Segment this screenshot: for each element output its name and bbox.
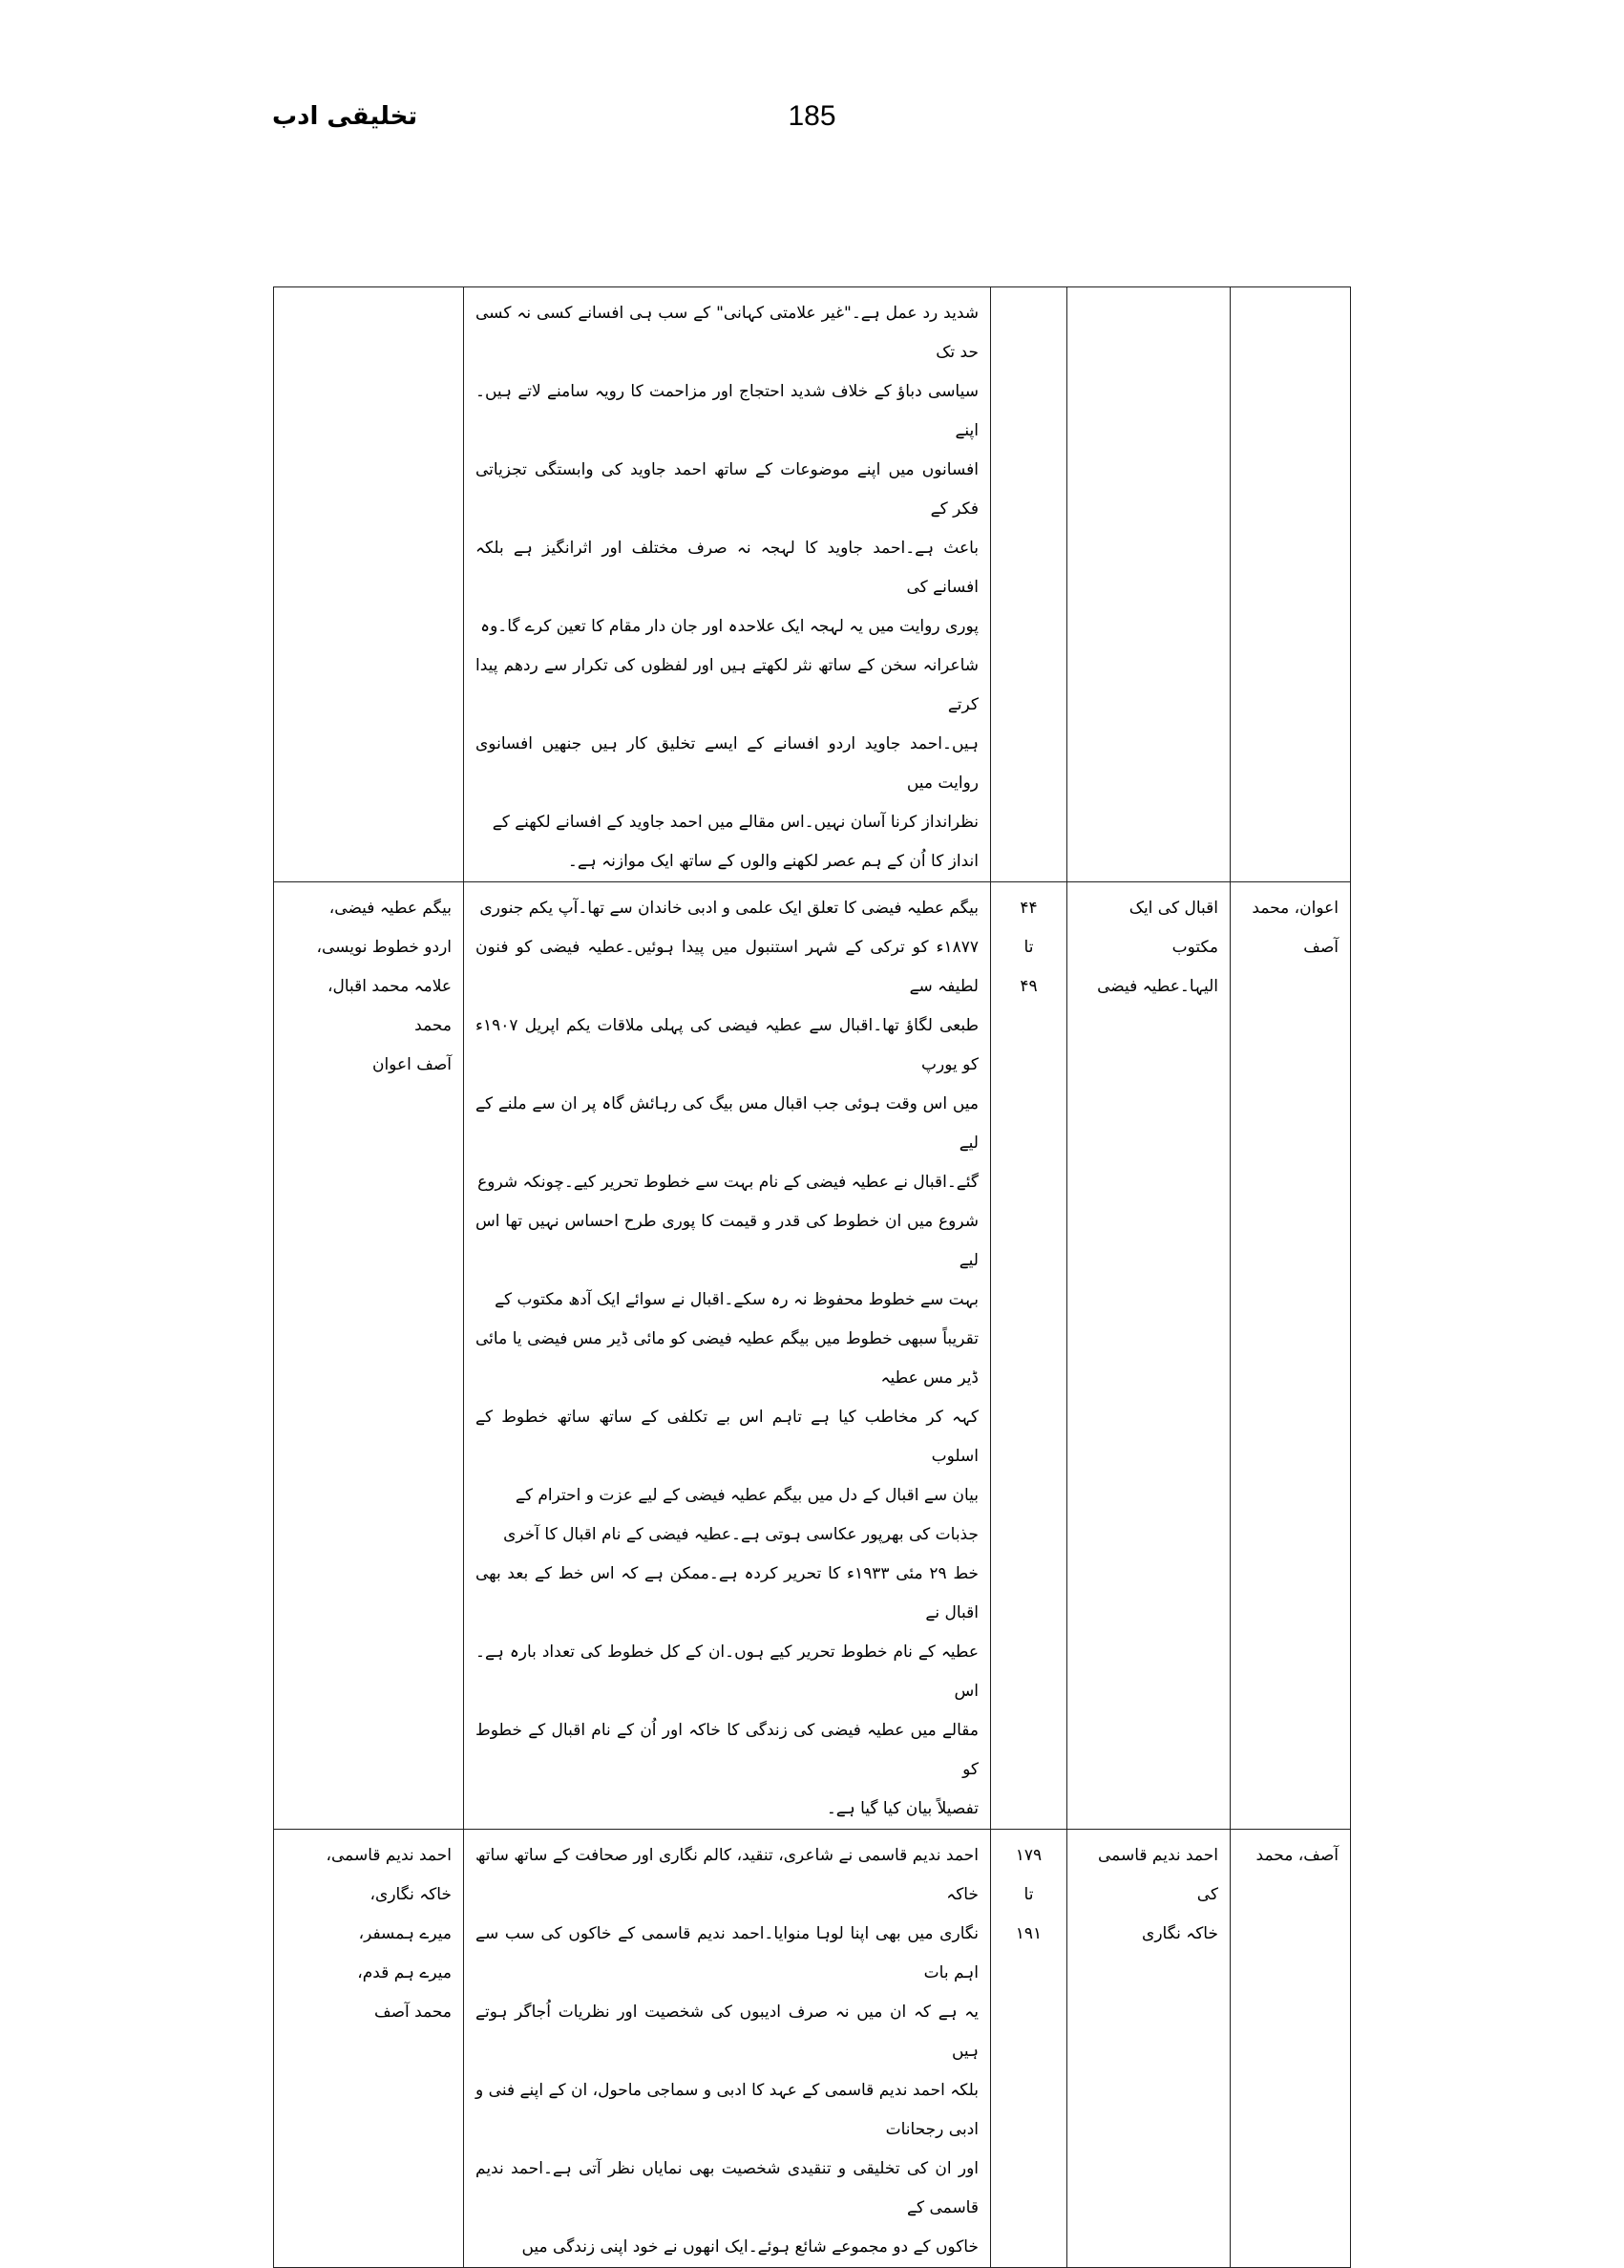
abstract-line: جذبات کی بھرپور عکاسی ہوتی ہے۔عطیہ فیضی کے نام اقبال کا آخری	[503, 1525, 979, 1544]
abstract-line: مقالے میں عطیہ فیضی کی زندگی کا خاکہ اور اُن کے نام اقبال کے خطوط کو	[475, 1721, 979, 1779]
abstract-line: تفصیلاً بیان کیا گیا ہے۔	[826, 1799, 979, 1818]
keyword-line: بیگم عطیہ فیضی،	[328, 899, 452, 918]
pages-line: ۴۹	[1020, 977, 1038, 996]
table-row	[274, 1830, 1351, 2268]
pages-cell	[991, 1830, 1067, 2268]
pages-line: ۱۷۹	[1015, 1846, 1043, 1865]
title-line: خاکہ نگاری	[1142, 1924, 1218, 1943]
title-line: اقبال کی ایک مکتوب	[1128, 899, 1218, 957]
title-line: الیہا۔عطیہ فیضی	[1097, 977, 1218, 996]
keywords-cell	[274, 1830, 464, 2268]
pages-line: تا	[1023, 938, 1034, 957]
pages-line: ۱۹۱	[1015, 1924, 1043, 1943]
pages-cell	[991, 882, 1067, 1830]
abstract-line: پوری روایت میں یہ لہجہ ایک علاحدہ اور جان دار مقام کا تعین کرے گا۔وہ	[480, 617, 979, 636]
abstract-line: بہت سے خطوط محفوظ نہ رہ سکے۔اقبال نے سوائے ایک آدھ مکتوب کے	[495, 1290, 979, 1309]
title-line: احمد ندیم قاسمی کی	[1097, 1846, 1218, 1904]
abstract-line: تقریباً سبھی خطوط میں بیگم عطیہ فیضی کو مائی ڈیر مس فیضی یا مائی ڈیر مس عطیہ	[475, 1329, 979, 1388]
abstract-line: یہ ہے کہ ان میں نہ صرف ادیبوں کی شخصیت اور نظریات اُجاگر ہوتے ہیں	[475, 2003, 979, 2061]
journal-title: تخلیقی ادب	[272, 102, 418, 131]
keyword-line: میرے ہم قدم،	[357, 1963, 452, 1982]
keyword-line: اردو خطوط نویسی،	[316, 938, 452, 957]
abstract-line: خط ۲۹ مئی ۱۹۳۳ء کا تحریر کردہ ہے۔ممکن ہے کہ اس خط کے بعد بھی اقبال نے	[475, 1564, 979, 1622]
abstract-cell	[464, 882, 991, 1830]
keyword-line: خاکہ نگاری،	[369, 1885, 452, 1904]
abstract-cell	[464, 287, 991, 882]
abstract-line: شاعرانہ سخن کے ساتھ نثر لکھتے ہیں اور لفظوں کی تکرار سے ردھم پیدا کرتے	[475, 656, 979, 714]
keyword-line: آصف اعوان	[371, 1055, 452, 1074]
abstract-line: شروع میں ان خطوط کی قدر و قیمت کا پوری طرح احساس نہیں تھا اس لیے	[475, 1212, 979, 1270]
table-row	[274, 882, 1351, 1830]
table-row	[274, 287, 1351, 882]
keyword-line: علامہ محمد اقبال، محمد	[327, 977, 452, 1035]
pages-line: ۴۴	[1020, 899, 1038, 918]
abstract-line: اور ان کی تخلیقی و تنقیدی شخصیت بھی نمایاں نظر آتی ہے۔احمد ندیم قاسمی کے	[475, 2159, 979, 2217]
author-cell: آصف، محمد	[1231, 1830, 1351, 2268]
abstract-line: بلکہ احمد ندیم قاسمی کے عہد کا ادبی و سماجی ماحول، ان کے اپنے فنی و ادبی رجحانات	[475, 2081, 979, 2139]
abstract-cell	[464, 1830, 991, 2268]
abstract-line: باعث ہے۔احمد جاوید کا لہجہ نہ صرف مختلف اور اثرانگیز ہے بلکہ افسانے کی	[475, 539, 979, 597]
author-cell: اعوان، محمد آصف	[1231, 882, 1351, 1830]
abstract-line: انداز کا اُن کے ہم عصر لکھنے والوں کے ساتھ ایک موازنہ ہے۔	[567, 852, 979, 871]
keywords-cell	[274, 882, 464, 1830]
pages-cell	[991, 287, 1067, 882]
abstract-line: عطیہ کے نام خطوط تحریر کیے ہوں۔ان کے کل خطوط کی تعداد بارہ ہے۔اس	[475, 1643, 979, 1701]
keyword-line: میرے ہمسفر،	[358, 1924, 452, 1943]
title-cell	[1067, 1830, 1231, 2268]
keyword-line: محمد آصف	[374, 2003, 452, 2022]
keywords-cell	[274, 287, 464, 882]
pages-line: تا	[1023, 1885, 1034, 1904]
abstract-line: احمد ندیم قاسمی نے شاعری، تنقید، کالم نگاری اور صحافت کے ساتھ ساتھ خاکہ	[475, 1846, 979, 1904]
abstract-line: افسانوں میں اپنے موضوعات کے ساتھ احمد جاوید کی وابستگی تجزیاتی فکر کے	[475, 460, 979, 519]
abstract-line: طبعی لگاؤ تھا۔اقبال سے عطیہ فیضی کی پہلی ملاقات یکم اپریل ۱۹۰۷ء کو یورپ	[475, 1016, 979, 1074]
abstract-line: بیگم عطیہ فیضی کا تعلق ایک علمی و ادبی خاندان سے تھا۔آپ یکم جنوری	[479, 899, 979, 918]
abstract-line: سیاسی دباؤ کے خلاف شدید احتجاج اور مزاحمت کا رویہ سامنے لاتے ہیں۔اپنے	[475, 382, 979, 440]
abstract-line: میں اس وقت ہوئی جب اقبال مس بیگ کی رہائش گاہ پر ان سے ملنے کے لیے	[475, 1094, 979, 1153]
abstract-line: ہیں۔احمد جاوید اردو افسانے کے ایسے تخلیق کار ہیں جنھیں افسانوی روایت میں	[475, 734, 979, 793]
abstract-line: بیان سے اقبال کے دل میں بیگم عطیہ فیضی کے لیے عزت و احترام کے	[515, 1486, 979, 1505]
abstract-line: کہہ کر مخاطب کیا ہے تاہم اس بے تکلفی کے ساتھ ساتھ خطوط کے اسلوب	[475, 1408, 979, 1466]
title-cell	[1067, 882, 1231, 1830]
abstract-line: نگاری میں بھی اپنا لوہا منوایا۔احمد ندیم قاسمی کے خاکوں کی سب سے اہم بات	[475, 1924, 979, 1982]
page-number: 185	[788, 100, 836, 132]
author-cell	[1231, 287, 1351, 882]
keyword-line: احمد ندیم قاسمی،	[326, 1846, 452, 1865]
abstract-line: خاکوں کے دو مجموعے شائع ہوئے۔ایک انھوں نے خود اپنی زندگی میں	[521, 2237, 979, 2257]
abstract-line: ۱۸۷۷ء کو ترکی کے شہر استنبول میں پیدا ہوئیں۔عطیہ فیضی کو فنون لطیفہ سے	[475, 938, 979, 996]
article-index-table	[273, 286, 1351, 2268]
title-cell	[1067, 287, 1231, 882]
abstract-line: نظرانداز کرنا آسان نہیں۔اس مقالے میں احمد جاوید کے افسانے لکھنے کے	[492, 813, 979, 832]
abstract-line: گئے۔اقبال نے عطیہ فیضی کے نام بہت سے خطوط تحریر کیے۔چونکہ شروع	[477, 1173, 979, 1192]
abstract-line: شدید رد عمل ہے۔"غیر علامتی کہانی" کے سب ہی افسانے کسی نہ کسی حد تک	[475, 304, 979, 362]
